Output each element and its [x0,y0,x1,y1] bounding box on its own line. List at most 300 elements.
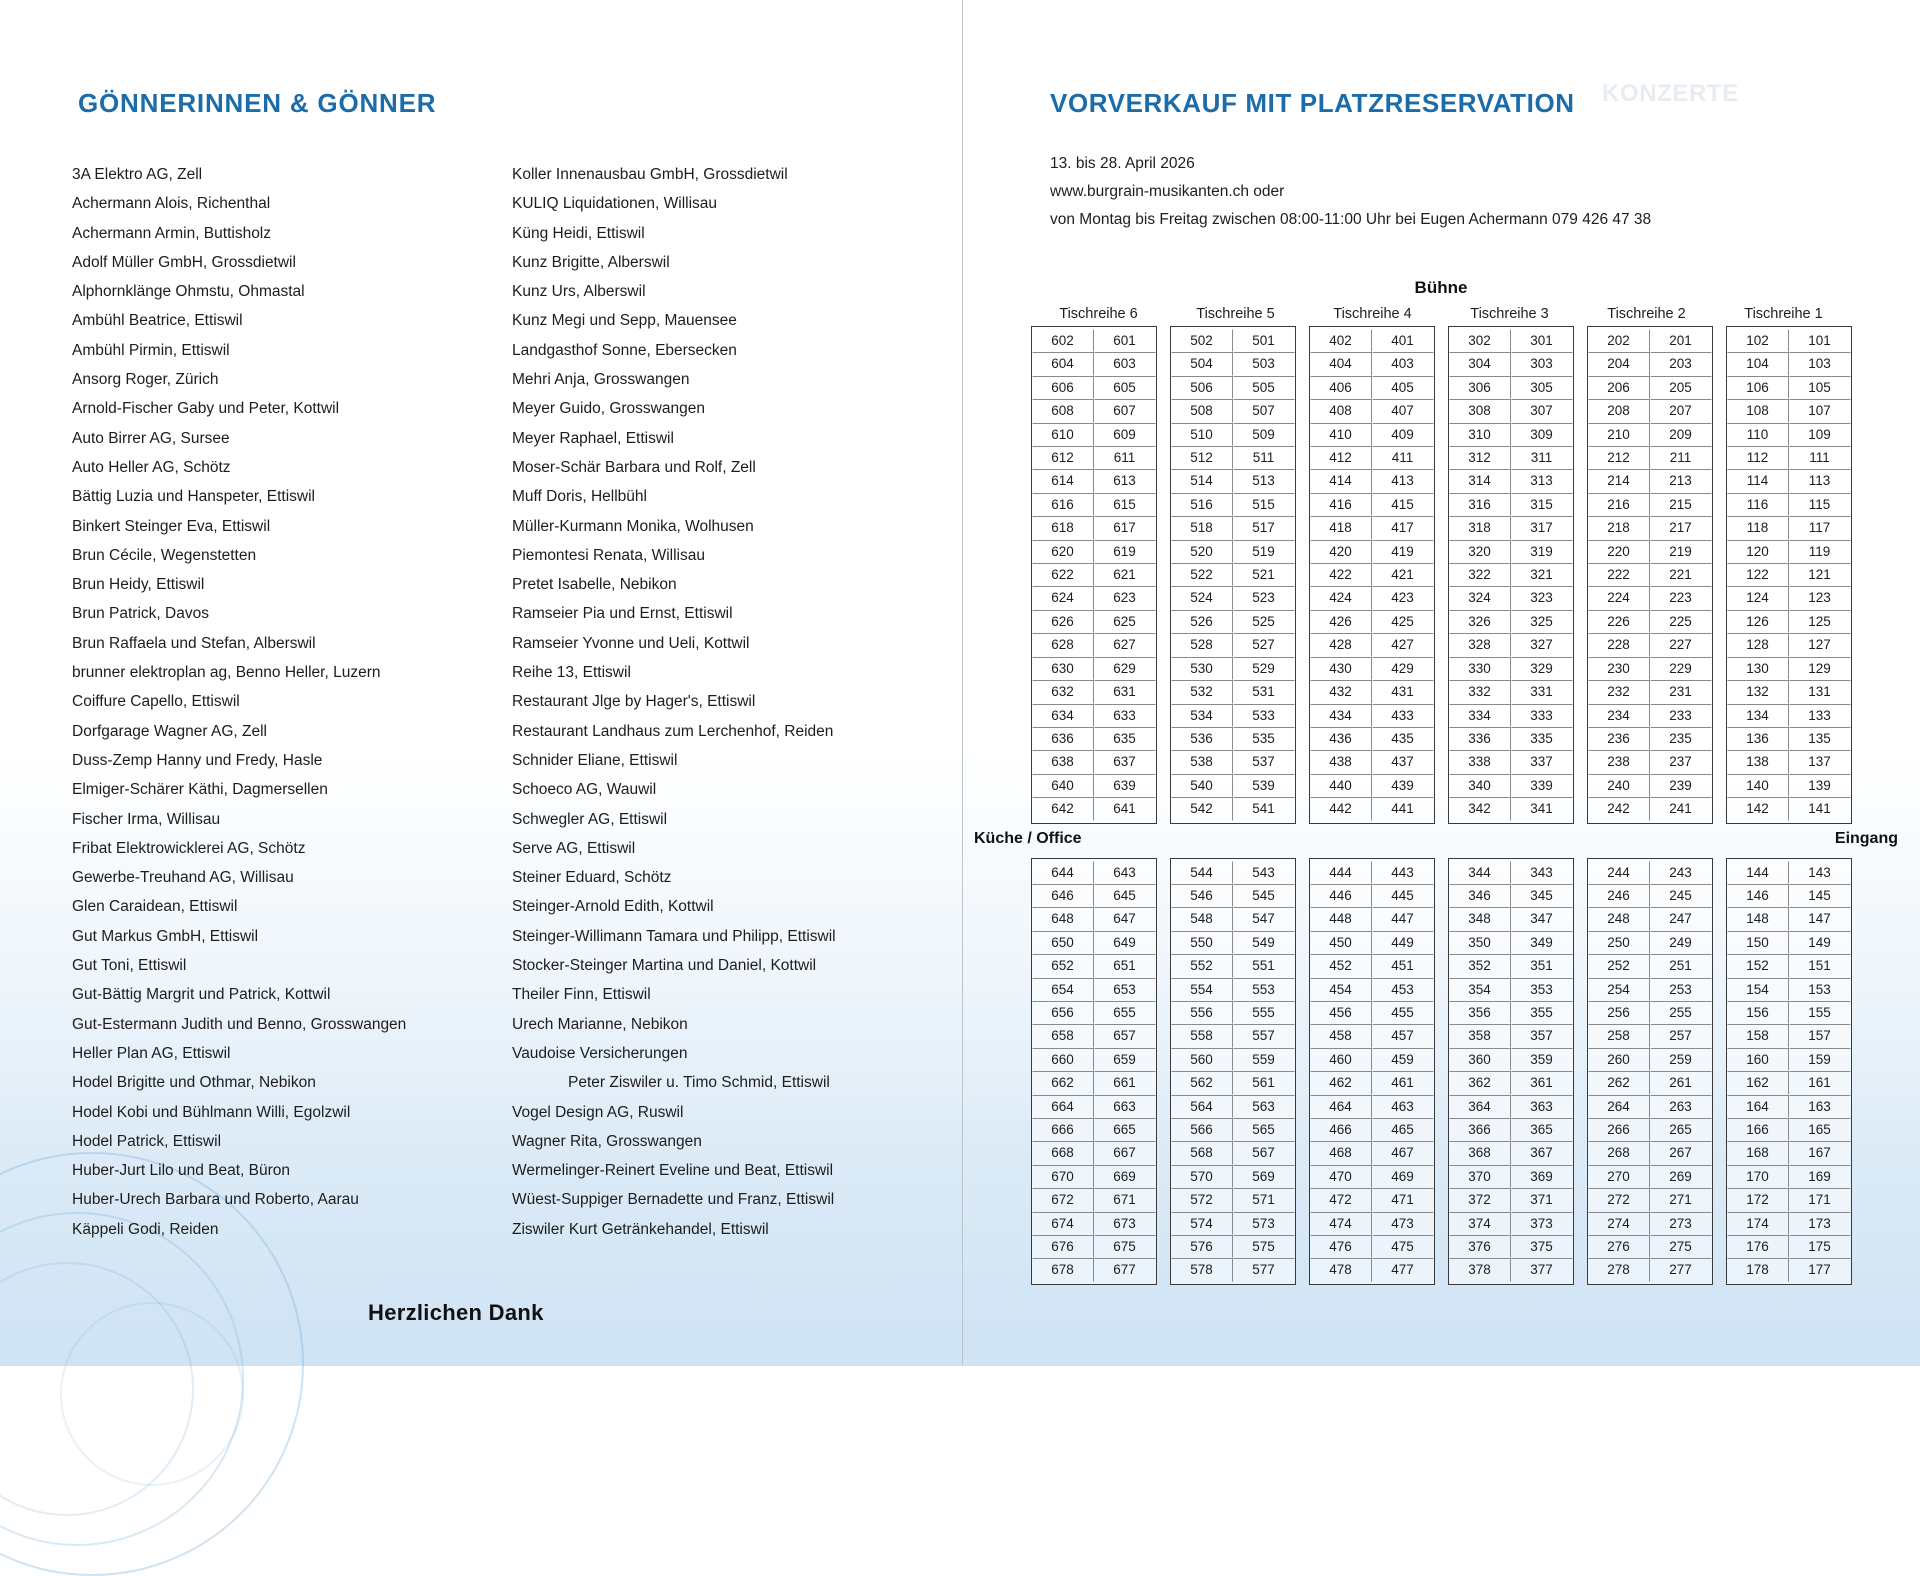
seat-cell[interactable]: 270 [1588,1165,1650,1188]
seat-cell[interactable]: 240 [1588,774,1650,797]
seat-cell[interactable]: 578 [1171,1258,1233,1281]
seat-cell[interactable]: 101 [1808,333,1831,348]
seat-cell[interactable]: 206 [1588,376,1650,399]
seat-cell[interactable]: 665 [1094,1118,1156,1141]
seat-cell[interactable]: 313 [1511,469,1573,492]
seat-cell[interactable]: 450 [1310,931,1372,954]
seat-cell[interactable]: 212 [1588,446,1650,469]
seat-cell[interactable]: 136 [1727,727,1789,750]
seat-cell[interactable]: 277 [1650,1258,1712,1281]
seat-cell[interactable]: 509 [1233,423,1295,446]
seat-cell[interactable]: 336 [1449,727,1511,750]
seat-cell[interactable]: 463 [1372,1095,1434,1118]
seat-cell[interactable]: 251 [1650,954,1712,977]
seat-cell[interactable]: 447 [1372,907,1434,930]
seat-cell[interactable]: 119 [1789,540,1851,563]
seat-cell[interactable]: 456 [1310,1001,1372,1024]
seat-cell[interactable]: 459 [1372,1048,1434,1071]
seat-cell[interactable]: 518 [1171,516,1233,539]
seat-cell[interactable]: 536 [1171,727,1233,750]
seat-cell[interactable]: 650 [1032,931,1094,954]
seat-cell[interactable]: 302 [1449,329,1511,352]
seat-cell[interactable]: 526 [1171,610,1233,633]
seat-cell[interactable]: 326 [1449,610,1511,633]
seat-cell[interactable]: 168 [1727,1141,1789,1164]
seat-cell[interactable]: 225 [1650,610,1712,633]
seat-cell[interactable]: 232 [1588,680,1650,703]
seat-cell[interactable]: 677 [1094,1258,1156,1281]
seat-cell[interactable]: 664 [1032,1095,1094,1118]
seat-cell[interactable]: 647 [1094,907,1156,930]
seat-cell[interactable]: 643 [1113,864,1136,880]
seat-cell[interactable]: 642 [1032,797,1094,820]
seat-cell[interactable]: 343 [1530,864,1553,880]
seat-cell[interactable]: 205 [1650,376,1712,399]
seat-cell[interactable]: 406 [1310,376,1372,399]
seat-cell[interactable]: 524 [1171,586,1233,609]
seat-cell[interactable]: 353 [1511,978,1573,1001]
seat-cell[interactable]: 410 [1310,423,1372,446]
seat-cell[interactable]: 159 [1789,1048,1851,1071]
seat-cell[interactable]: 231 [1650,680,1712,703]
seat-cell[interactable]: 414 [1310,469,1372,492]
seat-cell[interactable]: 118 [1727,516,1789,539]
seat-cell[interactable]: 674 [1032,1212,1094,1235]
seat-cell[interactable]: 331 [1511,680,1573,703]
seat-cell[interactable]: 273 [1650,1212,1712,1235]
seat-cell[interactable]: 626 [1032,610,1094,633]
seat-cell[interactable]: 506 [1171,376,1233,399]
seat-cell[interactable]: 607 [1094,399,1156,422]
seat-cell[interactable]: 561 [1233,1071,1295,1094]
seat-cell[interactable]: 609 [1094,423,1156,446]
seat-cell[interactable]: 419 [1372,540,1434,563]
seat-cell[interactable]: 628 [1032,633,1094,656]
seat-cell[interactable]: 165 [1789,1118,1851,1141]
seat-cell[interactable]: 542 [1171,797,1233,820]
seat-cell[interactable]: 633 [1094,704,1156,727]
seat-cell[interactable]: 215 [1650,493,1712,516]
seat-cell[interactable]: 377 [1511,1258,1573,1281]
seat-cell[interactable]: 507 [1233,399,1295,422]
seat-cell[interactable]: 445 [1372,884,1434,907]
seat-cell[interactable]: 533 [1233,704,1295,727]
seat-cell[interactable]: 170 [1727,1165,1789,1188]
seat-cell[interactable]: 555 [1233,1001,1295,1024]
seat-cell[interactable]: 573 [1233,1212,1295,1235]
seat-cell[interactable]: 549 [1233,931,1295,954]
seat-cell[interactable]: 362 [1449,1071,1511,1094]
seat-cell[interactable]: 307 [1511,399,1573,422]
seat-cell[interactable]: 132 [1727,680,1789,703]
seat-cell[interactable]: 669 [1094,1165,1156,1188]
seat-cell[interactable]: 210 [1588,423,1650,446]
seat-cell[interactable]: 254 [1588,978,1650,1001]
seat-cell[interactable]: 202 [1588,329,1650,352]
seat-cell[interactable]: 468 [1310,1141,1372,1164]
seat-cell[interactable]: 461 [1372,1071,1434,1094]
seat-cell[interactable]: 149 [1789,931,1851,954]
seat-cell[interactable]: 671 [1094,1188,1156,1211]
seat-cell[interactable]: 478 [1310,1258,1372,1281]
seat-cell[interactable]: 618 [1032,516,1094,539]
seat-cell[interactable]: 171 [1789,1188,1851,1211]
seat-cell[interactable]: 462 [1310,1071,1372,1094]
seat-cell[interactable]: 614 [1032,469,1094,492]
seat-cell[interactable]: 214 [1588,469,1650,492]
seat-cell[interactable]: 678 [1032,1258,1094,1281]
seat-cell[interactable]: 604 [1032,352,1094,375]
seat-cell[interactable]: 112 [1727,446,1789,469]
seat-cell[interactable]: 230 [1588,657,1650,680]
seat-cell[interactable]: 441 [1372,797,1434,820]
seat-cell[interactable]: 321 [1511,563,1573,586]
seat-cell[interactable]: 256 [1588,1001,1650,1024]
seat-cell[interactable]: 169 [1789,1165,1851,1188]
seat-cell[interactable]: 453 [1372,978,1434,1001]
seat-cell[interactable]: 155 [1789,1001,1851,1024]
seat-cell[interactable]: 624 [1032,586,1094,609]
seat-cell[interactable]: 128 [1727,633,1789,656]
seat-cell[interactable]: 653 [1094,978,1156,1001]
seat-cell[interactable]: 439 [1372,774,1434,797]
seat-cell[interactable]: 522 [1171,563,1233,586]
seat-cell[interactable]: 415 [1372,493,1434,516]
seat-cell[interactable]: 423 [1372,586,1434,609]
seat-cell[interactable]: 133 [1789,704,1851,727]
seat-cell[interactable]: 226 [1588,610,1650,633]
seat-cell[interactable]: 250 [1588,931,1650,954]
seat-cell[interactable]: 563 [1233,1095,1295,1118]
seat-cell[interactable]: 404 [1310,352,1372,375]
seat-cell[interactable]: 371 [1511,1188,1573,1211]
seat-cell[interactable]: 408 [1310,399,1372,422]
seat-cell[interactable]: 358 [1449,1024,1511,1047]
seat-cell[interactable]: 266 [1588,1118,1650,1141]
seat-cell[interactable]: 401 [1391,333,1414,348]
seat-cell[interactable]: 116 [1727,493,1789,516]
seat-cell[interactable]: 658 [1032,1024,1094,1047]
seat-cell[interactable]: 335 [1511,727,1573,750]
seat-cell[interactable]: 427 [1372,633,1434,656]
seat-cell[interactable]: 334 [1449,704,1511,727]
seat-cell[interactable]: 621 [1094,563,1156,586]
seat-cell[interactable]: 328 [1449,633,1511,656]
seat-cell[interactable]: 127 [1789,633,1851,656]
seat-cell[interactable]: 139 [1789,774,1851,797]
seat-cell[interactable]: 471 [1372,1188,1434,1211]
seat-cell[interactable]: 376 [1449,1235,1511,1258]
seat-cell[interactable]: 577 [1233,1258,1295,1281]
seat-cell[interactable]: 458 [1310,1024,1372,1047]
seat-cell[interactable]: 339 [1511,774,1573,797]
seat-cell[interactable]: 531 [1233,680,1295,703]
seat-cell[interactable]: 550 [1171,931,1233,954]
seat-cell[interactable]: 364 [1449,1095,1511,1118]
seat-cell[interactable]: 608 [1032,399,1094,422]
seat-cell[interactable]: 632 [1032,680,1094,703]
seat-cell[interactable]: 611 [1094,446,1156,469]
seat-cell[interactable]: 562 [1171,1071,1233,1094]
seat-cell[interactable]: 635 [1094,727,1156,750]
seat-cell[interactable]: 545 [1233,884,1295,907]
seat-cell[interactable]: 510 [1171,423,1233,446]
seat-cell[interactable]: 673 [1094,1212,1156,1235]
seat-cell[interactable]: 359 [1511,1048,1573,1071]
seat-cell[interactable]: 316 [1449,493,1511,516]
seat-cell[interactable]: 521 [1233,563,1295,586]
seat-cell[interactable]: 261 [1650,1071,1712,1094]
seat-cell[interactable]: 548 [1171,907,1233,930]
seat-cell[interactable]: 636 [1032,727,1094,750]
seat-cell[interactable]: 566 [1171,1118,1233,1141]
seat-cell[interactable]: 540 [1171,774,1233,797]
seat-cell[interactable]: 534 [1171,704,1233,727]
seat-cell[interactable]: 558 [1171,1024,1233,1047]
seat-cell[interactable]: 111 [1789,446,1851,469]
seat-cell[interactable]: 174 [1727,1212,1789,1235]
seat-cell[interactable]: 469 [1372,1165,1434,1188]
seat-cell[interactable]: 224 [1588,586,1650,609]
seat-cell[interactable]: 203 [1650,352,1712,375]
seat-cell[interactable]: 378 [1449,1258,1511,1281]
seat-cell[interactable]: 324 [1449,586,1511,609]
seat-cell[interactable]: 221 [1650,563,1712,586]
seat-cell[interactable]: 511 [1233,446,1295,469]
seat-cell[interactable]: 436 [1310,727,1372,750]
seat-cell[interactable]: 402 [1310,329,1372,352]
seat-cell[interactable]: 651 [1094,954,1156,977]
seat-cell[interactable]: 631 [1094,680,1156,703]
seat-cell[interactable]: 575 [1233,1235,1295,1258]
seat-cell[interactable]: 666 [1032,1118,1094,1141]
seat-cell[interactable]: 161 [1789,1071,1851,1094]
seat-cell[interactable]: 166 [1727,1118,1789,1141]
seat-cell[interactable]: 434 [1310,704,1372,727]
seat-cell[interactable]: 418 [1310,516,1372,539]
seat-cell[interactable]: 104 [1727,352,1789,375]
seat-cell[interactable]: 325 [1511,610,1573,633]
seat-cell[interactable]: 249 [1650,931,1712,954]
seat-cell[interactable]: 260 [1588,1048,1650,1071]
seat-cell[interactable]: 109 [1789,423,1851,446]
seat-cell[interactable]: 327 [1511,633,1573,656]
seat-cell[interactable]: 503 [1233,352,1295,375]
seat-cell[interactable]: 543 [1252,864,1275,880]
seat-cell[interactable]: 435 [1372,727,1434,750]
seat-cell[interactable]: 347 [1511,907,1573,930]
seat-cell[interactable]: 460 [1310,1048,1372,1071]
seat-cell[interactable]: 122 [1727,563,1789,586]
seat-cell[interactable]: 318 [1449,516,1511,539]
seat-cell[interactable]: 367 [1511,1141,1573,1164]
seat-cell[interactable]: 476 [1310,1235,1372,1258]
seat-cell[interactable]: 629 [1094,657,1156,680]
seat-cell[interactable]: 162 [1727,1071,1789,1094]
seat-cell[interactable]: 515 [1233,493,1295,516]
seat-cell[interactable]: 238 [1588,750,1650,773]
seat-cell[interactable]: 167 [1789,1141,1851,1164]
seat-cell[interactable]: 403 [1372,352,1434,375]
seat-cell[interactable]: 348 [1449,907,1511,930]
seat-cell[interactable]: 329 [1511,657,1573,680]
seat-cell[interactable]: 560 [1171,1048,1233,1071]
seat-cell[interactable]: 333 [1511,704,1573,727]
seat-cell[interactable]: 337 [1511,750,1573,773]
seat-cell[interactable]: 501 [1252,333,1275,348]
seat-cell[interactable]: 204 [1588,352,1650,375]
seat-cell[interactable]: 411 [1372,446,1434,469]
seat-cell[interactable]: 473 [1372,1212,1434,1235]
seat-cell[interactable]: 244 [1588,861,1650,884]
seat-cell[interactable]: 513 [1233,469,1295,492]
seat-cell[interactable]: 374 [1449,1212,1511,1235]
seat-cell[interactable]: 344 [1449,861,1511,884]
seat-cell[interactable]: 601 [1113,333,1136,348]
seat-cell[interactable]: 341 [1511,797,1573,820]
seat-cell[interactable]: 567 [1233,1141,1295,1164]
seat-cell[interactable]: 163 [1789,1095,1851,1118]
seat-cell[interactable]: 237 [1650,750,1712,773]
seat-cell[interactable]: 430 [1310,657,1372,680]
seat-cell[interactable]: 449 [1372,931,1434,954]
seat-cell[interactable]: 663 [1094,1095,1156,1118]
seat-cell[interactable]: 613 [1094,469,1156,492]
seat-cell[interactable]: 539 [1233,774,1295,797]
seat-cell[interactable]: 519 [1233,540,1295,563]
seat-cell[interactable]: 156 [1727,1001,1789,1024]
seat-cell[interactable]: 616 [1032,493,1094,516]
seat-cell[interactable]: 559 [1233,1048,1295,1071]
seat-cell[interactable]: 323 [1511,586,1573,609]
seat-cell[interactable]: 656 [1032,1001,1094,1024]
seat-cell[interactable]: 150 [1727,931,1789,954]
seat-cell[interactable]: 407 [1372,399,1434,422]
seat-cell[interactable]: 474 [1310,1212,1372,1235]
seat-cell[interactable]: 269 [1650,1165,1712,1188]
seat-cell[interactable]: 369 [1511,1165,1573,1188]
seat-cell[interactable]: 255 [1650,1001,1712,1024]
seat-cell[interactable]: 527 [1233,633,1295,656]
seat-cell[interactable]: 276 [1588,1235,1650,1258]
seat-cell[interactable]: 363 [1511,1095,1573,1118]
seat-cell[interactable]: 648 [1032,907,1094,930]
seat-cell[interactable]: 263 [1650,1095,1712,1118]
seat-cell[interactable]: 455 [1372,1001,1434,1024]
seat-cell[interactable]: 676 [1032,1235,1094,1258]
seat-cell[interactable]: 528 [1171,633,1233,656]
seat-cell[interactable]: 375 [1511,1235,1573,1258]
seat-cell[interactable]: 619 [1094,540,1156,563]
seat-cell[interactable]: 144 [1727,861,1789,884]
seat-cell[interactable]: 175 [1789,1235,1851,1258]
seat-cell[interactable]: 126 [1727,610,1789,633]
seat-cell[interactable]: 248 [1588,907,1650,930]
seat-cell[interactable]: 413 [1372,469,1434,492]
seat-cell[interactable]: 246 [1588,884,1650,907]
seat-cell[interactable]: 457 [1372,1024,1434,1047]
seat-cell[interactable]: 654 [1032,978,1094,1001]
seat-cell[interactable]: 370 [1449,1165,1511,1188]
seat-cell[interactable]: 433 [1372,704,1434,727]
seat-cell[interactable]: 305 [1511,376,1573,399]
seat-cell[interactable]: 121 [1789,563,1851,586]
seat-cell[interactable]: 130 [1727,657,1789,680]
seat-cell[interactable]: 355 [1511,1001,1573,1024]
seat-cell[interactable]: 538 [1171,750,1233,773]
seat-cell[interactable]: 350 [1449,931,1511,954]
seat-cell[interactable]: 160 [1727,1048,1789,1071]
seat-cell[interactable]: 556 [1171,1001,1233,1024]
seat-cell[interactable]: 660 [1032,1048,1094,1071]
seat-cell[interactable]: 606 [1032,376,1094,399]
seat-cell[interactable]: 105 [1789,376,1851,399]
seat-cell[interactable]: 315 [1511,493,1573,516]
seat-cell[interactable]: 145 [1789,884,1851,907]
seat-cell[interactable]: 131 [1789,680,1851,703]
seat-cell[interactable]: 142 [1727,797,1789,820]
seat-cell[interactable]: 147 [1789,907,1851,930]
seat-cell[interactable]: 639 [1094,774,1156,797]
seat-cell[interactable]: 114 [1727,469,1789,492]
seat-cell[interactable]: 340 [1449,774,1511,797]
seat-cell[interactable]: 569 [1233,1165,1295,1188]
seat-cell[interactable]: 552 [1171,954,1233,977]
seat-cell[interactable]: 612 [1032,446,1094,469]
seat-cell[interactable]: 201 [1669,333,1692,348]
seat-cell[interactable]: 467 [1372,1141,1434,1164]
seat-cell[interactable]: 208 [1588,399,1650,422]
seat-cell[interactable]: 472 [1310,1188,1372,1211]
seat-cell[interactable]: 314 [1449,469,1511,492]
seat-cell[interactable]: 572 [1171,1188,1233,1211]
seat-cell[interactable]: 257 [1650,1024,1712,1047]
seat-cell[interactable]: 219 [1650,540,1712,563]
seat-cell[interactable]: 421 [1372,563,1434,586]
seat-cell[interactable]: 227 [1650,633,1712,656]
seat-cell[interactable]: 409 [1372,423,1434,446]
seat-cell[interactable]: 234 [1588,704,1650,727]
seat-cell[interactable]: 424 [1310,586,1372,609]
seat-cell[interactable]: 268 [1588,1141,1650,1164]
seat-cell[interactable]: 662 [1032,1071,1094,1094]
seat-cell[interactable]: 615 [1094,493,1156,516]
seat-cell[interactable]: 310 [1449,423,1511,446]
seat-cell[interactable]: 529 [1233,657,1295,680]
seat-cell[interactable]: 317 [1511,516,1573,539]
seat-cell[interactable]: 172 [1727,1188,1789,1211]
seat-cell[interactable]: 372 [1449,1188,1511,1211]
seat-cell[interactable]: 153 [1789,978,1851,1001]
seat-cell[interactable]: 640 [1032,774,1094,797]
seat-cell[interactable]: 120 [1727,540,1789,563]
seat-cell[interactable]: 452 [1310,954,1372,977]
seat-cell[interactable]: 541 [1233,797,1295,820]
seat-cell[interactable]: 115 [1789,493,1851,516]
seat-cell[interactable]: 416 [1310,493,1372,516]
seat-cell[interactable]: 137 [1789,750,1851,773]
seat-cell[interactable]: 252 [1588,954,1650,977]
seat-cell[interactable]: 352 [1449,954,1511,977]
seat-cell[interactable]: 345 [1511,884,1573,907]
seat-cell[interactable]: 442 [1310,797,1372,820]
seat-cell[interactable]: 638 [1032,750,1094,773]
seat-cell[interactable]: 311 [1511,446,1573,469]
seat-cell[interactable]: 148 [1727,907,1789,930]
seat-cell[interactable]: 157 [1789,1024,1851,1047]
seat-cell[interactable]: 535 [1233,727,1295,750]
seat-cell[interactable]: 576 [1171,1235,1233,1258]
